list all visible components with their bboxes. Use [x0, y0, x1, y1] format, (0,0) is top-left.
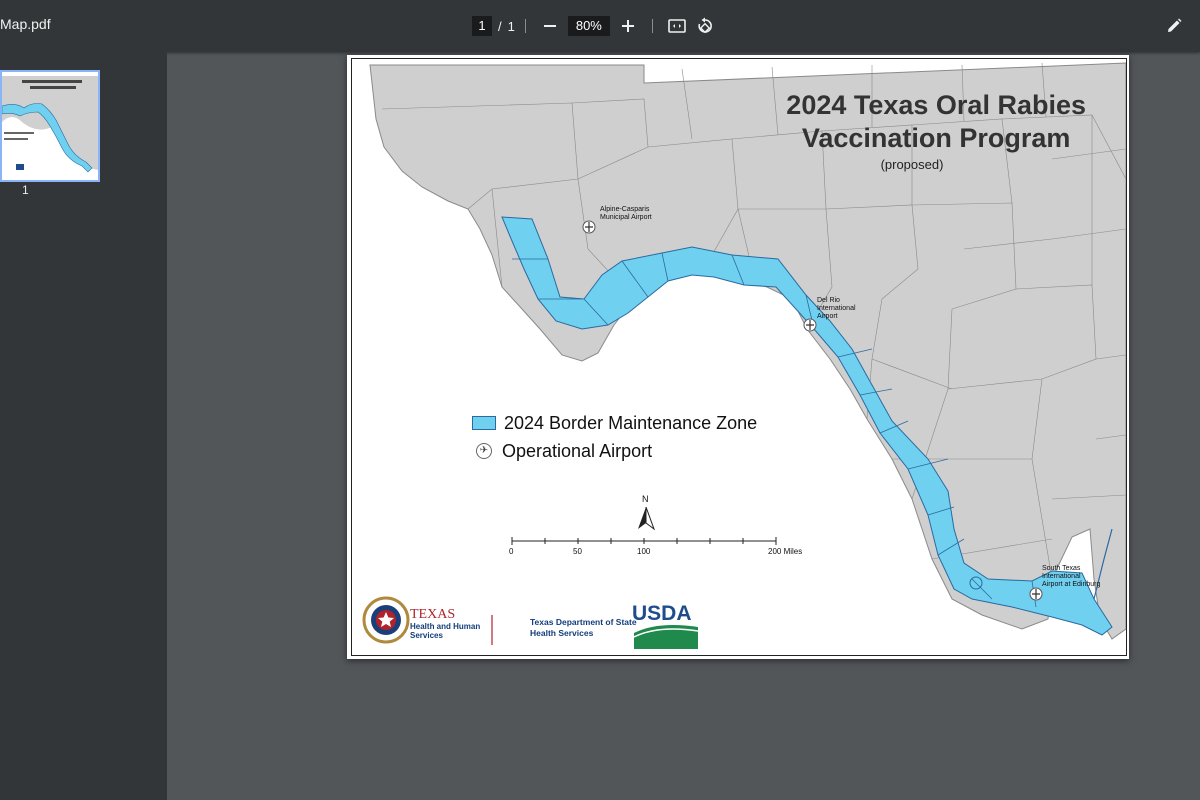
thumbnail-sidebar	[0, 52, 167, 800]
hhs-line: Services	[410, 631, 443, 640]
thumbnail-page-number: 1	[22, 183, 29, 197]
rotate-icon	[696, 17, 714, 35]
thumbnail-preview	[2, 72, 98, 180]
pdf-toolbar	[0, 0, 1200, 52]
airport-label-line: International	[817, 305, 856, 312]
hhs-line: Health and Human	[410, 622, 481, 631]
zoom-out-button[interactable]	[536, 12, 564, 40]
dshs-logo-text	[530, 617, 637, 639]
legend-airport	[472, 437, 757, 465]
airport-marker-edinburg	[1030, 588, 1042, 600]
scale-tick-200: 200 Miles	[768, 547, 803, 556]
legend-airport-label: Operational Airport	[502, 440, 653, 461]
map-legend	[472, 409, 757, 465]
airport-label-alpine	[600, 206, 652, 222]
airport-label-line: Alpine-Casparis	[600, 206, 650, 213]
airport-label-del-rio	[817, 297, 856, 321]
scale-tick-50: 50	[573, 547, 582, 556]
dshs-line: Health Services	[530, 628, 594, 638]
map-title	[786, 89, 1086, 155]
fit-to-page-icon	[668, 18, 686, 34]
texas-hhs-seal	[364, 598, 408, 642]
usda-swoosh	[634, 623, 698, 649]
airport-label-edinburg	[1042, 565, 1100, 589]
airport-marker-alpine	[583, 221, 595, 233]
page-thumbnail[interactable]	[0, 70, 100, 182]
legend-zone	[472, 409, 757, 437]
fit-to-page-button[interactable]	[663, 12, 691, 40]
page-separator: /	[498, 18, 502, 34]
edit-button[interactable]	[1160, 12, 1188, 40]
airport-label-line: International	[1042, 573, 1081, 580]
zoom-level-input[interactable]: 80%	[568, 16, 610, 36]
map-title-line1: 2024 Texas Oral Rabies	[786, 90, 1086, 120]
toolbar-divider	[652, 19, 653, 33]
page-controls	[472, 16, 719, 36]
scale-bar	[512, 537, 776, 545]
scale-tick-100: 100	[637, 547, 651, 556]
airport-label-line: South Texas	[1042, 565, 1081, 572]
pdf-page	[347, 55, 1129, 659]
document-title: Map.pdf	[0, 16, 51, 32]
page-total: 1	[507, 18, 515, 34]
zoom-in-button[interactable]	[614, 12, 642, 40]
legend-zone-label: 2024 Border Maintenance Zone	[504, 412, 758, 433]
north-arrow	[638, 507, 654, 529]
zone-swatch	[472, 416, 496, 430]
airport-marker-del-rio	[804, 319, 816, 331]
dshs-line: Texas Department of State	[530, 617, 637, 627]
north-label: N	[642, 494, 649, 504]
plus-icon	[621, 19, 635, 33]
airport-label-line: Del Rio	[817, 297, 840, 304]
map-title-line2: Vaccination Program	[801, 123, 1071, 153]
hhs-logo-text	[410, 622, 480, 640]
airplane-icon: ✈	[476, 443, 492, 459]
airport-label-line: Airport	[817, 313, 838, 320]
map-figure	[351, 58, 1127, 656]
usda-logo-text: USDA	[632, 602, 692, 625]
page-number-input[interactable]: 1	[472, 16, 492, 36]
map-subtitle: (proposed)	[880, 157, 944, 172]
rotate-button[interactable]	[691, 12, 719, 40]
texas-logo-text: TEXAS	[410, 607, 456, 622]
airport-label-line: Airport at Edinburg	[1042, 581, 1101, 588]
minus-icon	[543, 19, 557, 33]
toolbar-divider	[525, 19, 526, 33]
pencil-icon	[1166, 18, 1182, 34]
scale-tick-0: 0	[509, 547, 514, 556]
airport-label-line: Municipal Airport	[600, 214, 652, 221]
